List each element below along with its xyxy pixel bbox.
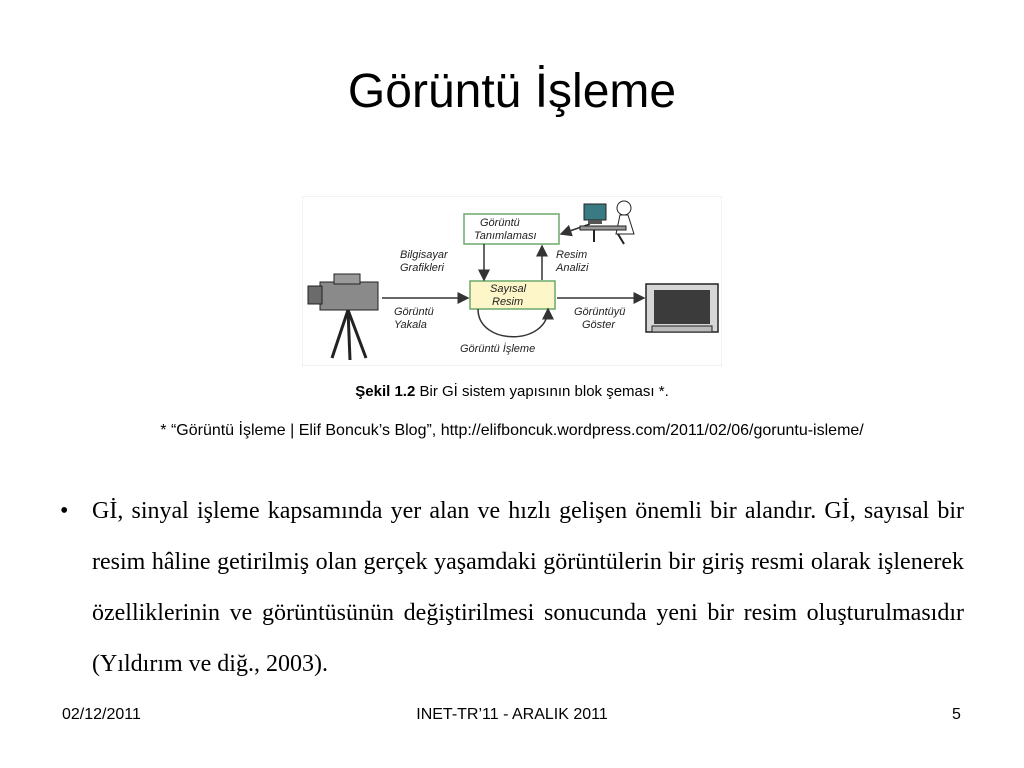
goster-label-2: Göster [582, 319, 616, 331]
sayisal-resim-label-1: Sayısal [490, 283, 527, 295]
bilgisayar-label-1: Bilgisayar [400, 249, 448, 261]
caption-text: Bir Gİ sistem yapısının blok şeması *. [415, 383, 669, 400]
source-note: * “Görüntü İşleme | Elif Boncuk’s Blog”, http://elifboncuk.wordpress.com/2011/02/06/goruntu-isleme/ [160, 422, 864, 439]
slide-title: Görüntü İşleme [347, 65, 677, 118]
goster-label-1: Görüntüyü [574, 306, 626, 318]
yakala-label-1: Görüntü [394, 306, 434, 318]
yakala-label-2: Yakala [394, 319, 427, 331]
resim-analizi-label-1: Resim [556, 249, 588, 261]
goruntu-tanimlamasi-label-2: Tanımlaması [474, 230, 537, 242]
figure-caption [0, 383, 1024, 400]
footer-date: 02/12/2011 [62, 706, 141, 723]
bullet-text: Gİ, sinyal işleme kapsamında yer alan ve hızlı gelişen önemli bir alandır. Gİ, sayısal bir resim hâline getirilmiş olan gerçek yaşamdaki görüntülerin bir giriş resmi olarak işlenerek özelliklerinin ve görüntüsünün değiştirilmesi sonucunda yeni bir resim oluşturulmasıdır (Yıldırım ve diğ., 2003). [92, 498, 964, 677]
footer-center-text: INET-TR’11 - ARALIK 2011 [416, 706, 608, 723]
sayisal-resim-label-2: Resim [492, 296, 524, 308]
bilgisayar-label-2: Grafikleri [400, 262, 445, 274]
page-number: 5 [952, 706, 961, 723]
goruntu-tanimlamasi-label-1: Görüntü [480, 217, 520, 229]
bullet-item [60, 486, 964, 690]
monitor-icon [646, 284, 718, 332]
caption-label: Şekil 1.2 [355, 383, 416, 400]
goruntu-isleme-label: Görüntü İşleme [460, 343, 536, 355]
resim-analizi-label-2: Analizi [556, 262, 589, 274]
block-diagram-figure [302, 196, 722, 366]
block-diagram [302, 196, 722, 366]
bullet-mark: • [60, 498, 69, 524]
